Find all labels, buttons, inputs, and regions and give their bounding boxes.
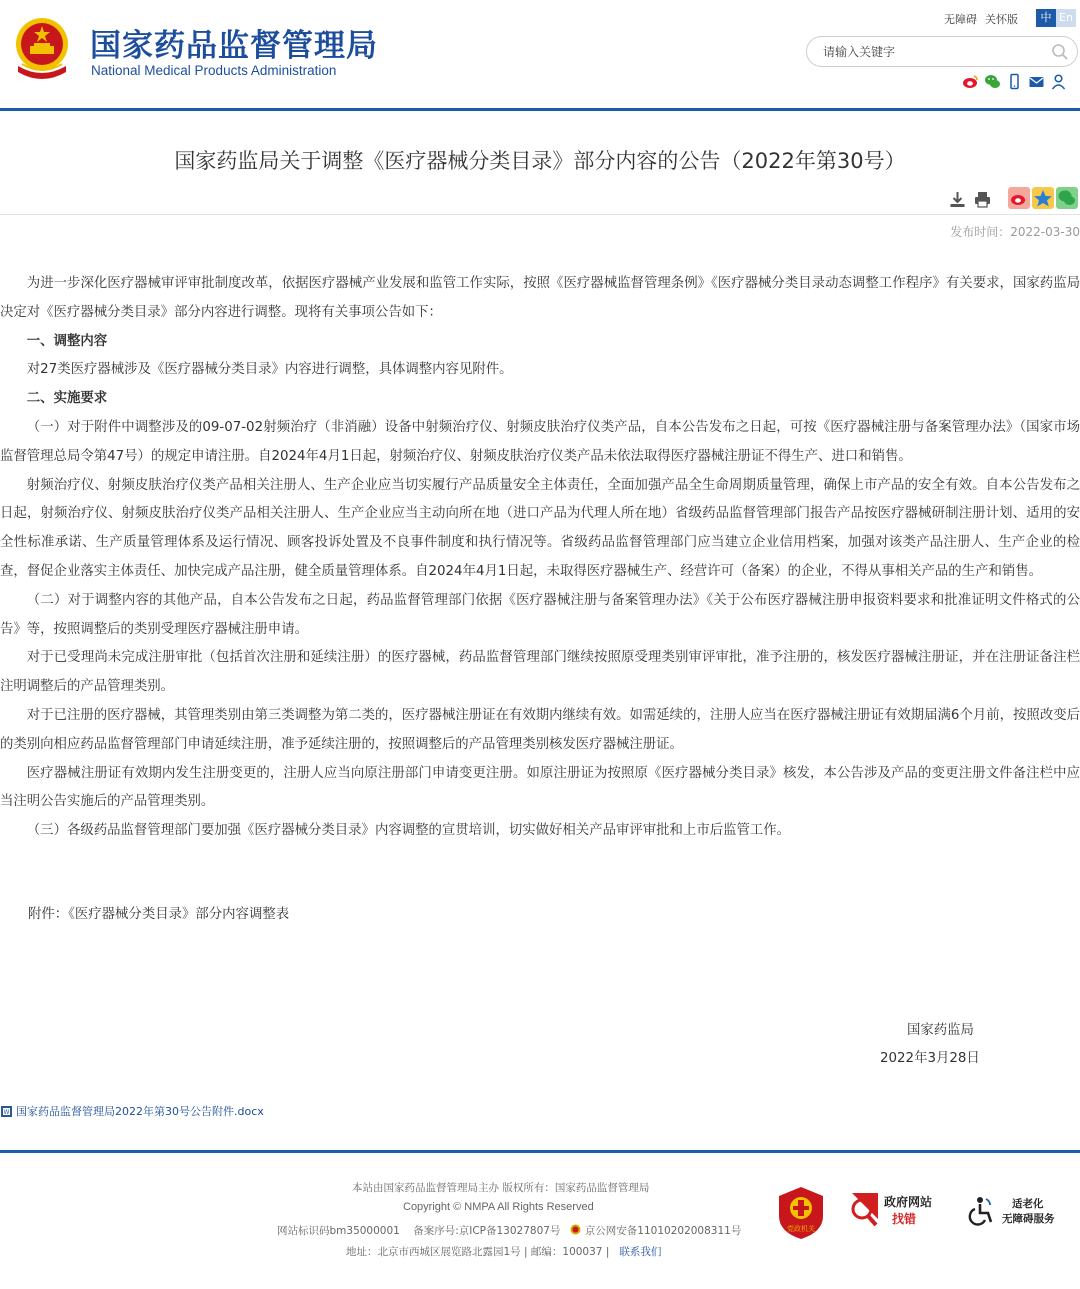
article-paragraph: （二）对于调整内容的其他产品，自本公告发布之日起，药品监督管理部门依据《医疗器械注册与备案管理办法》《关于公布医疗器械注册申报资料要求和批准证明文件格式的公告》等，按照调整后的类别受理医疗器械注册申请。 xyxy=(0,592,1080,637)
article-tools xyxy=(948,190,992,209)
error-report-label: 找错 xyxy=(892,1212,917,1226)
elderly-accessibility-badge[interactable] xyxy=(966,1193,1066,1229)
site-logo-en[interactable]: National Medical Products Administration xyxy=(91,63,337,78)
title-divider xyxy=(0,214,1080,215)
article-paragraph: 为进一步深化医疗器械审评审批制度改革，依据医疗器械产业发展和监管工作实际，按照《医疗器械监督管理条例》《医疗器械分类目录动态调整工作程序》有关要求，国家药监局决定对《医疗器械分类目录》部分内容进行调整。现将有关事项公告如下： xyxy=(0,276,1080,320)
address-text: 地址：北京市西城区展览路北露园1号 | 邮编：100037 | xyxy=(346,1246,610,1258)
article-share-icons xyxy=(1008,187,1078,209)
article-paragraph: 对于已受理尚未完成注册审批（包括首次注册和延续注册）的医疗器械，药品监督管理部门继续按照原受理类别审评审批，准予注册的，核发医疗器械注册证，并在注册证备注栏注明调整后的产品管理类别。 xyxy=(0,650,1080,695)
wechat-icon[interactable] xyxy=(984,73,1001,90)
accessibility-service-label: 无障碍服务 xyxy=(1002,1213,1055,1225)
mail-icon[interactable] xyxy=(1028,73,1045,90)
footer-sponsor: 本站由国家药品监督管理局主办 版权所有：国家药品监督管理局 xyxy=(352,1182,650,1194)
print-icon[interactable] xyxy=(973,190,992,209)
top-links xyxy=(944,11,1018,27)
language-switch xyxy=(1036,9,1076,27)
weibo-icon[interactable] xyxy=(962,73,979,90)
signature-date: 2022年3月28日 xyxy=(880,1051,980,1066)
party-gov-badge[interactable] xyxy=(777,1186,825,1240)
icp-record-link[interactable]: 备案序号:京ICP备13027807号 xyxy=(413,1225,561,1237)
header-share-icons xyxy=(962,73,1067,90)
article-paragraph: （三）各级药品监督管理部门要加强《医疗器械分类目录》内容调整的宣贯培训，切实做好相关产品审评审批和上市后监管工作。 xyxy=(26,823,791,839)
search-input[interactable] xyxy=(823,42,1043,62)
share-qzone-icon[interactable] xyxy=(1032,187,1054,209)
attachment-file-link[interactable] xyxy=(0,1103,264,1119)
gov-site-error-report-badge[interactable] xyxy=(848,1189,940,1231)
attachment-file-name[interactable]: 国家药品监督管理局2022年第30号公告附件.docx xyxy=(16,1105,264,1118)
party-gov-badge-text: 党政机关 xyxy=(787,1225,815,1233)
article-paragraph: 医疗器械注册证有效期内发生注册变更的，注册人应当向原注册部门申请变更注册。如原注册证为按照原《医疗器械分类目录》核发，本公告涉及产品的变更注册文件备注栏中应当注明公告实施后的产品管理类别。 xyxy=(0,765,1080,810)
site-footer xyxy=(0,1153,1080,1289)
lang-zh-button[interactable]: 中 xyxy=(1036,9,1056,27)
accessibility-link[interactable]: 无障碍 xyxy=(944,13,977,26)
site-header xyxy=(0,0,1080,108)
mobile-icon[interactable] xyxy=(1006,73,1023,90)
signature-org: 国家药监局 xyxy=(907,1023,974,1038)
header-divider xyxy=(0,108,1080,111)
care-mode-link[interactable]: 关怀版 xyxy=(985,13,1018,26)
article-title: 国家药监局关于调整《医疗器械分类目录》部分内容的公告（2022年第30号） xyxy=(174,149,906,173)
elderly-label: 适老化 xyxy=(1012,1198,1044,1210)
site-logo-cn[interactable]: 国家药品监督管理局 xyxy=(90,28,378,64)
police-badge-icon xyxy=(570,1224,581,1235)
lang-en-button[interactable]: En xyxy=(1056,9,1076,27)
docx-file-icon xyxy=(0,1105,13,1118)
svg-text:W: W xyxy=(3,1108,10,1116)
article-paragraph: 对27类医疗器械涉及《医疗器械分类目录》内容进行调整，具体调整内容见附件。 xyxy=(26,362,513,378)
police-record-link[interactable]: 京公网安备11010202008311号 xyxy=(584,1225,742,1237)
publish-date: 发布时间：2022-03-30 xyxy=(950,225,1080,239)
article-paragraph: 对于已注册的医疗器械，其管理类别由第三类调整为第二类的，医疗器械注册证在有效期内继续有效。如需延续的，注册人应当在医疗器械注册证有效期届满6个月前，按照改变后的类别向相应药品监督管理部门申请延续注册，准予延续注册的，按照调整后的产品管理类别核发医疗器械注册证。 xyxy=(0,707,1080,752)
attachment-note: 附件：《医疗器械分类目录》部分内容调整表 xyxy=(28,907,290,922)
contact-us-link[interactable]: 联系我们 xyxy=(619,1246,662,1258)
footer-copyright: Copyright © NMPA All Rights Reserved xyxy=(403,1201,594,1213)
gov-site-label: 政府网站 xyxy=(884,1195,933,1209)
share-weibo-icon[interactable] xyxy=(1008,187,1030,209)
user-icon[interactable] xyxy=(1050,73,1067,90)
share-wechat-icon[interactable] xyxy=(1056,187,1078,209)
search-icon[interactable] xyxy=(1051,43,1069,61)
national-emblem-icon[interactable] xyxy=(10,14,74,84)
footer-registration xyxy=(277,1223,741,1238)
section-heading: 一、调整内容 xyxy=(26,333,108,349)
footer-address xyxy=(346,1244,661,1259)
section-heading: 二、实施要求 xyxy=(26,391,108,407)
article-paragraph: 射频治疗仪、射频皮肤治疗仪类产品相关注册人、生产企业应当切实履行产品质量安全主体责任，全面加强产品全生命周期质量管理，确保上市产品的安全有效。自本公告发布之日起，射频治疗仪、射频皮肤治疗仪类产品相关注册人、生产企业应当主动向所在地（进口产品为代理人所在地）省级药品监督管理部门报告产品按医疗器械研制注册计划、适用的安全性标准承诺、生产质量管理体系及运行情况、顾客投诉处置及不良事件制度和执行情况等。省级药品监督管理部门应当建立企业信用档案，加强对该类产品注册人、生产企业的检查，督促企业落实主体责任、加快完成产品注册，健全质量管理体系。自2024年4月1日起，未取得医疗器械生产、经营许可（备案）的企业，不得从事相关产品的生产和销售。 xyxy=(0,477,1080,579)
search-box xyxy=(806,36,1078,67)
article-paragraph: （一）对于附件中调整涉及的09-07-02射频治疗（非消融）设备中射频治疗仪、射频皮肤治疗仪类产品，自本公告发布之日起，可按《医疗器械注册与备案管理办法》（国家市场监督管理总局令第47号）的规定申请注册。自2024年4月1日起，射频治疗仪、射频皮肤治疗仪类产品未依法取得医疗器械注册证不得生产、进口和销售。 xyxy=(0,419,1080,464)
site-id: 网站标识码bm35000001 xyxy=(277,1225,400,1237)
article-body xyxy=(0,270,1080,846)
download-icon[interactable] xyxy=(948,190,967,209)
